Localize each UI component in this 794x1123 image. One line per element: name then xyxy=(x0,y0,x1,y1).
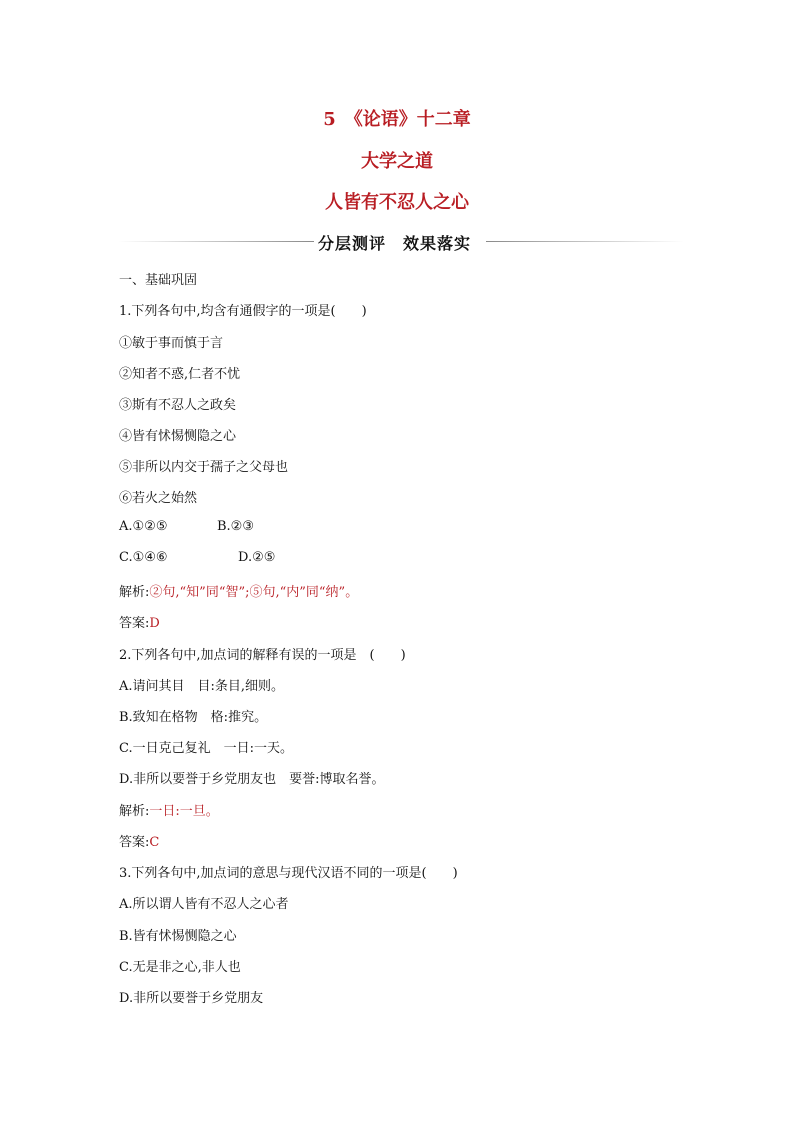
analysis-label: 解析: xyxy=(119,804,150,819)
question-1-stem: 1.下列各句中,均含有通假字的一项是( ) xyxy=(119,304,367,319)
lesson-subtitle-2: 人皆有不忍人之心 xyxy=(325,192,469,213)
question-2-analysis xyxy=(119,800,219,819)
lesson-subtitle-1: 大学之道 xyxy=(361,151,433,172)
banner-text: 分层测评 效果落实 xyxy=(318,234,472,253)
question-1-answer xyxy=(119,612,160,631)
question-2-answer xyxy=(119,831,159,850)
analysis-label: 解析: xyxy=(119,585,150,600)
question-1-option-c: C.①④⑥ xyxy=(119,550,168,565)
question-3-option-c: C.无是非之心,非人也 xyxy=(119,960,241,975)
question-1-item: ④皆有怵惕恻隐之心 xyxy=(119,429,237,444)
analysis-text: 一日:一旦。 xyxy=(149,804,219,819)
question-1-item: ⑥若火之始然 xyxy=(119,491,198,506)
banner-left-rule xyxy=(118,241,314,242)
question-2-option-d: D.非所以要誉于乡党朋友也 要誉:博取名誉。 xyxy=(119,772,385,787)
analysis-text: ②句,“知”同“智”;⑤句,“内”同“纳”。 xyxy=(149,585,359,600)
question-2-option-c: C.一日克己复礼 一日:一天。 xyxy=(119,741,293,756)
section-banner xyxy=(118,231,684,253)
question-3-option-d: D.非所以要誉于乡党朋友 xyxy=(119,991,264,1006)
section-heading: 一、基础巩固 xyxy=(119,273,198,288)
question-1-item: ⑤非所以内交于孺子之父母也 xyxy=(119,460,289,475)
question-1-item: ②知者不惑,仁者不忧 xyxy=(119,367,241,382)
question-1-analysis xyxy=(119,581,358,600)
question-2-option-b: B.致知在格物 格:推究。 xyxy=(119,710,268,725)
lesson-title: 5 《论语》十二章 xyxy=(323,109,471,130)
question-1-option-d: D.②⑤ xyxy=(238,550,276,565)
question-3-option-b: B.皆有怵惕恻隐之心 xyxy=(119,929,237,944)
banner-right-rule xyxy=(486,241,684,242)
question-3-stem: 3.下列各句中,加点词的意思与现代汉语不同的一项是( ) xyxy=(119,866,458,881)
question-1-item: ③斯有不忍人之政矣 xyxy=(119,398,237,413)
question-2-option-a: A.请问其目 目:条目,细则。 xyxy=(119,679,285,694)
question-1-option-b: B.②③ xyxy=(217,519,254,534)
question-1-item: ①敏于事而慎于言 xyxy=(119,336,224,351)
answer-label: 答案: xyxy=(119,835,150,850)
question-2-stem: 2.下列各句中,加点词的解释有误的一项是 ( ) xyxy=(119,648,406,663)
answer-value: C xyxy=(149,835,160,850)
answer-label: 答案: xyxy=(119,616,150,631)
question-3-option-a: A.所以谓人皆有不忍人之心者 xyxy=(119,897,289,912)
question-1-option-a: A.①②⑤ xyxy=(119,519,168,534)
answer-value: D xyxy=(149,616,160,631)
